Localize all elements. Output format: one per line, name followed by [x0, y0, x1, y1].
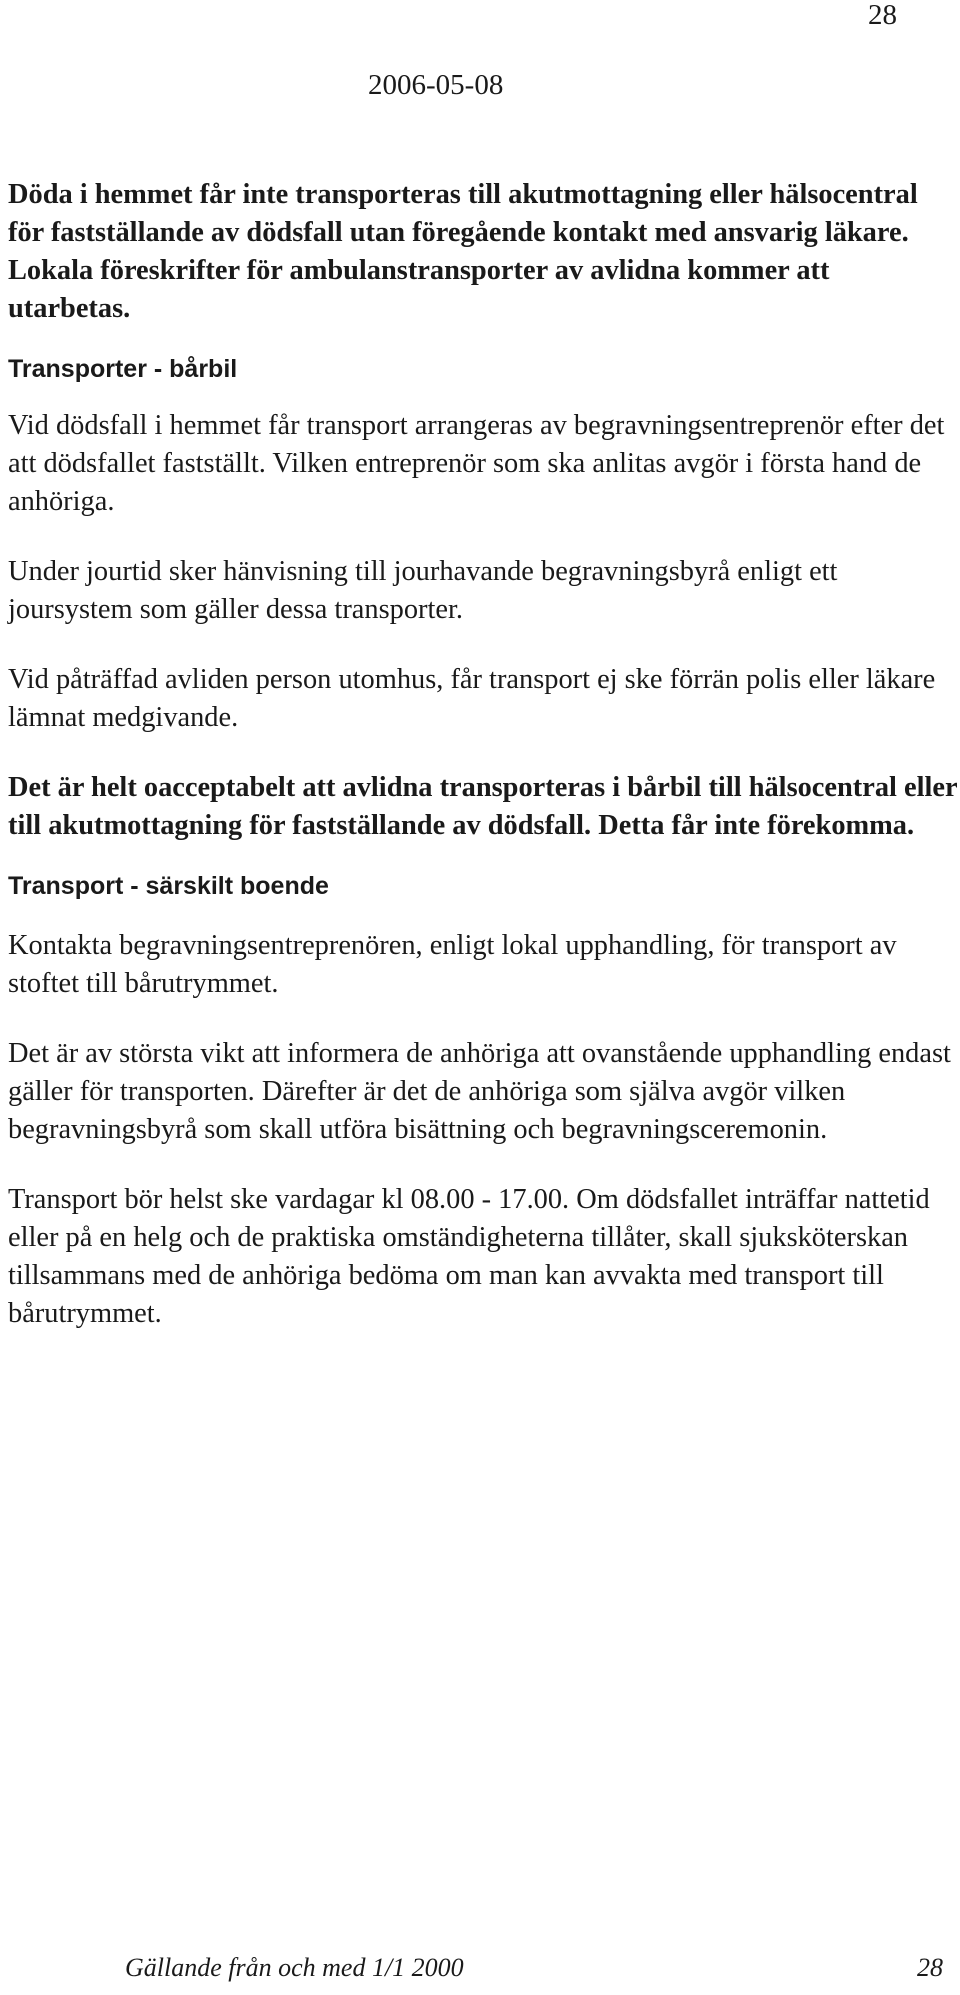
intro-notice: Döda i hemmet får inte transporteras till akutmottagning eller hälsocentral för fastställande av dödsfall utan föregående kontakt med ansvarig läkare. Lokala föreskrifter för ambulanstransporter av avlidna kommer att utarbetas.: [8, 179, 918, 324]
warning-notice: Det är helt oacceptabelt att avlidna transporteras i bårbil till hälsocentral eller till akutmottagning för fastställande av dödsfall. Detta får inte förekomma.: [8, 772, 958, 841]
page-number: 28: [868, 0, 897, 31]
paragraph-barbil-1: Vid dödsfall i hemmet får transport arrangeras av begravningsentreprenör efter det att dödsfallet fastställt. Vilken entreprenör som ska anlitas avgör i första hand de anhöriga.: [8, 410, 945, 517]
section-heading-sarskilt-boende: Transport - särskilt boende: [8, 872, 329, 900]
paragraph-boende-2: Det är av största vikt att informera de anhöriga att ovanstående upphandling endast gäller för transporten. Därefter är det de anhöriga som själva avgör vilken begravningsbyrå som skall utföra bisättning och begravningsceremonin.: [8, 1038, 951, 1145]
paragraph-boende-1: Kontakta begravningsentreprenören, enligt lokal upphandling, för transport av stoftet till bårutrymmet.: [8, 930, 897, 999]
paragraph-boende-3: Transport bör helst ske vardagar kl 08.00 - 17.00. Om dödsfallet inträffar nattetid eller på en helg och de praktiska omständigheterna tillåter, skall sjuksköterskan tillsammans med de anhöriga bedöma om man kan avvakta med transport till bårutrymmet.: [8, 1184, 930, 1329]
footer-validity-label: Gällande från och med 1/1 2000: [125, 1953, 464, 1982]
paragraph-barbil-2: Under jourtid sker hänvisning till jourhavande begravningsbyrå enligt ett joursystem som gäller dessa transporter.: [8, 556, 838, 625]
paragraph-barbil-3: Vid påträffad avliden person utomhus, får transport ej ske förrän polis eller läkare lämnat medgivande.: [8, 664, 936, 733]
document-body: [8, 176, 958, 1365]
footer-page-number: 28: [917, 1953, 943, 1982]
document-date: 2006-05-08: [368, 69, 504, 101]
section-heading-barbil: Transporter - bårbil: [8, 355, 238, 383]
